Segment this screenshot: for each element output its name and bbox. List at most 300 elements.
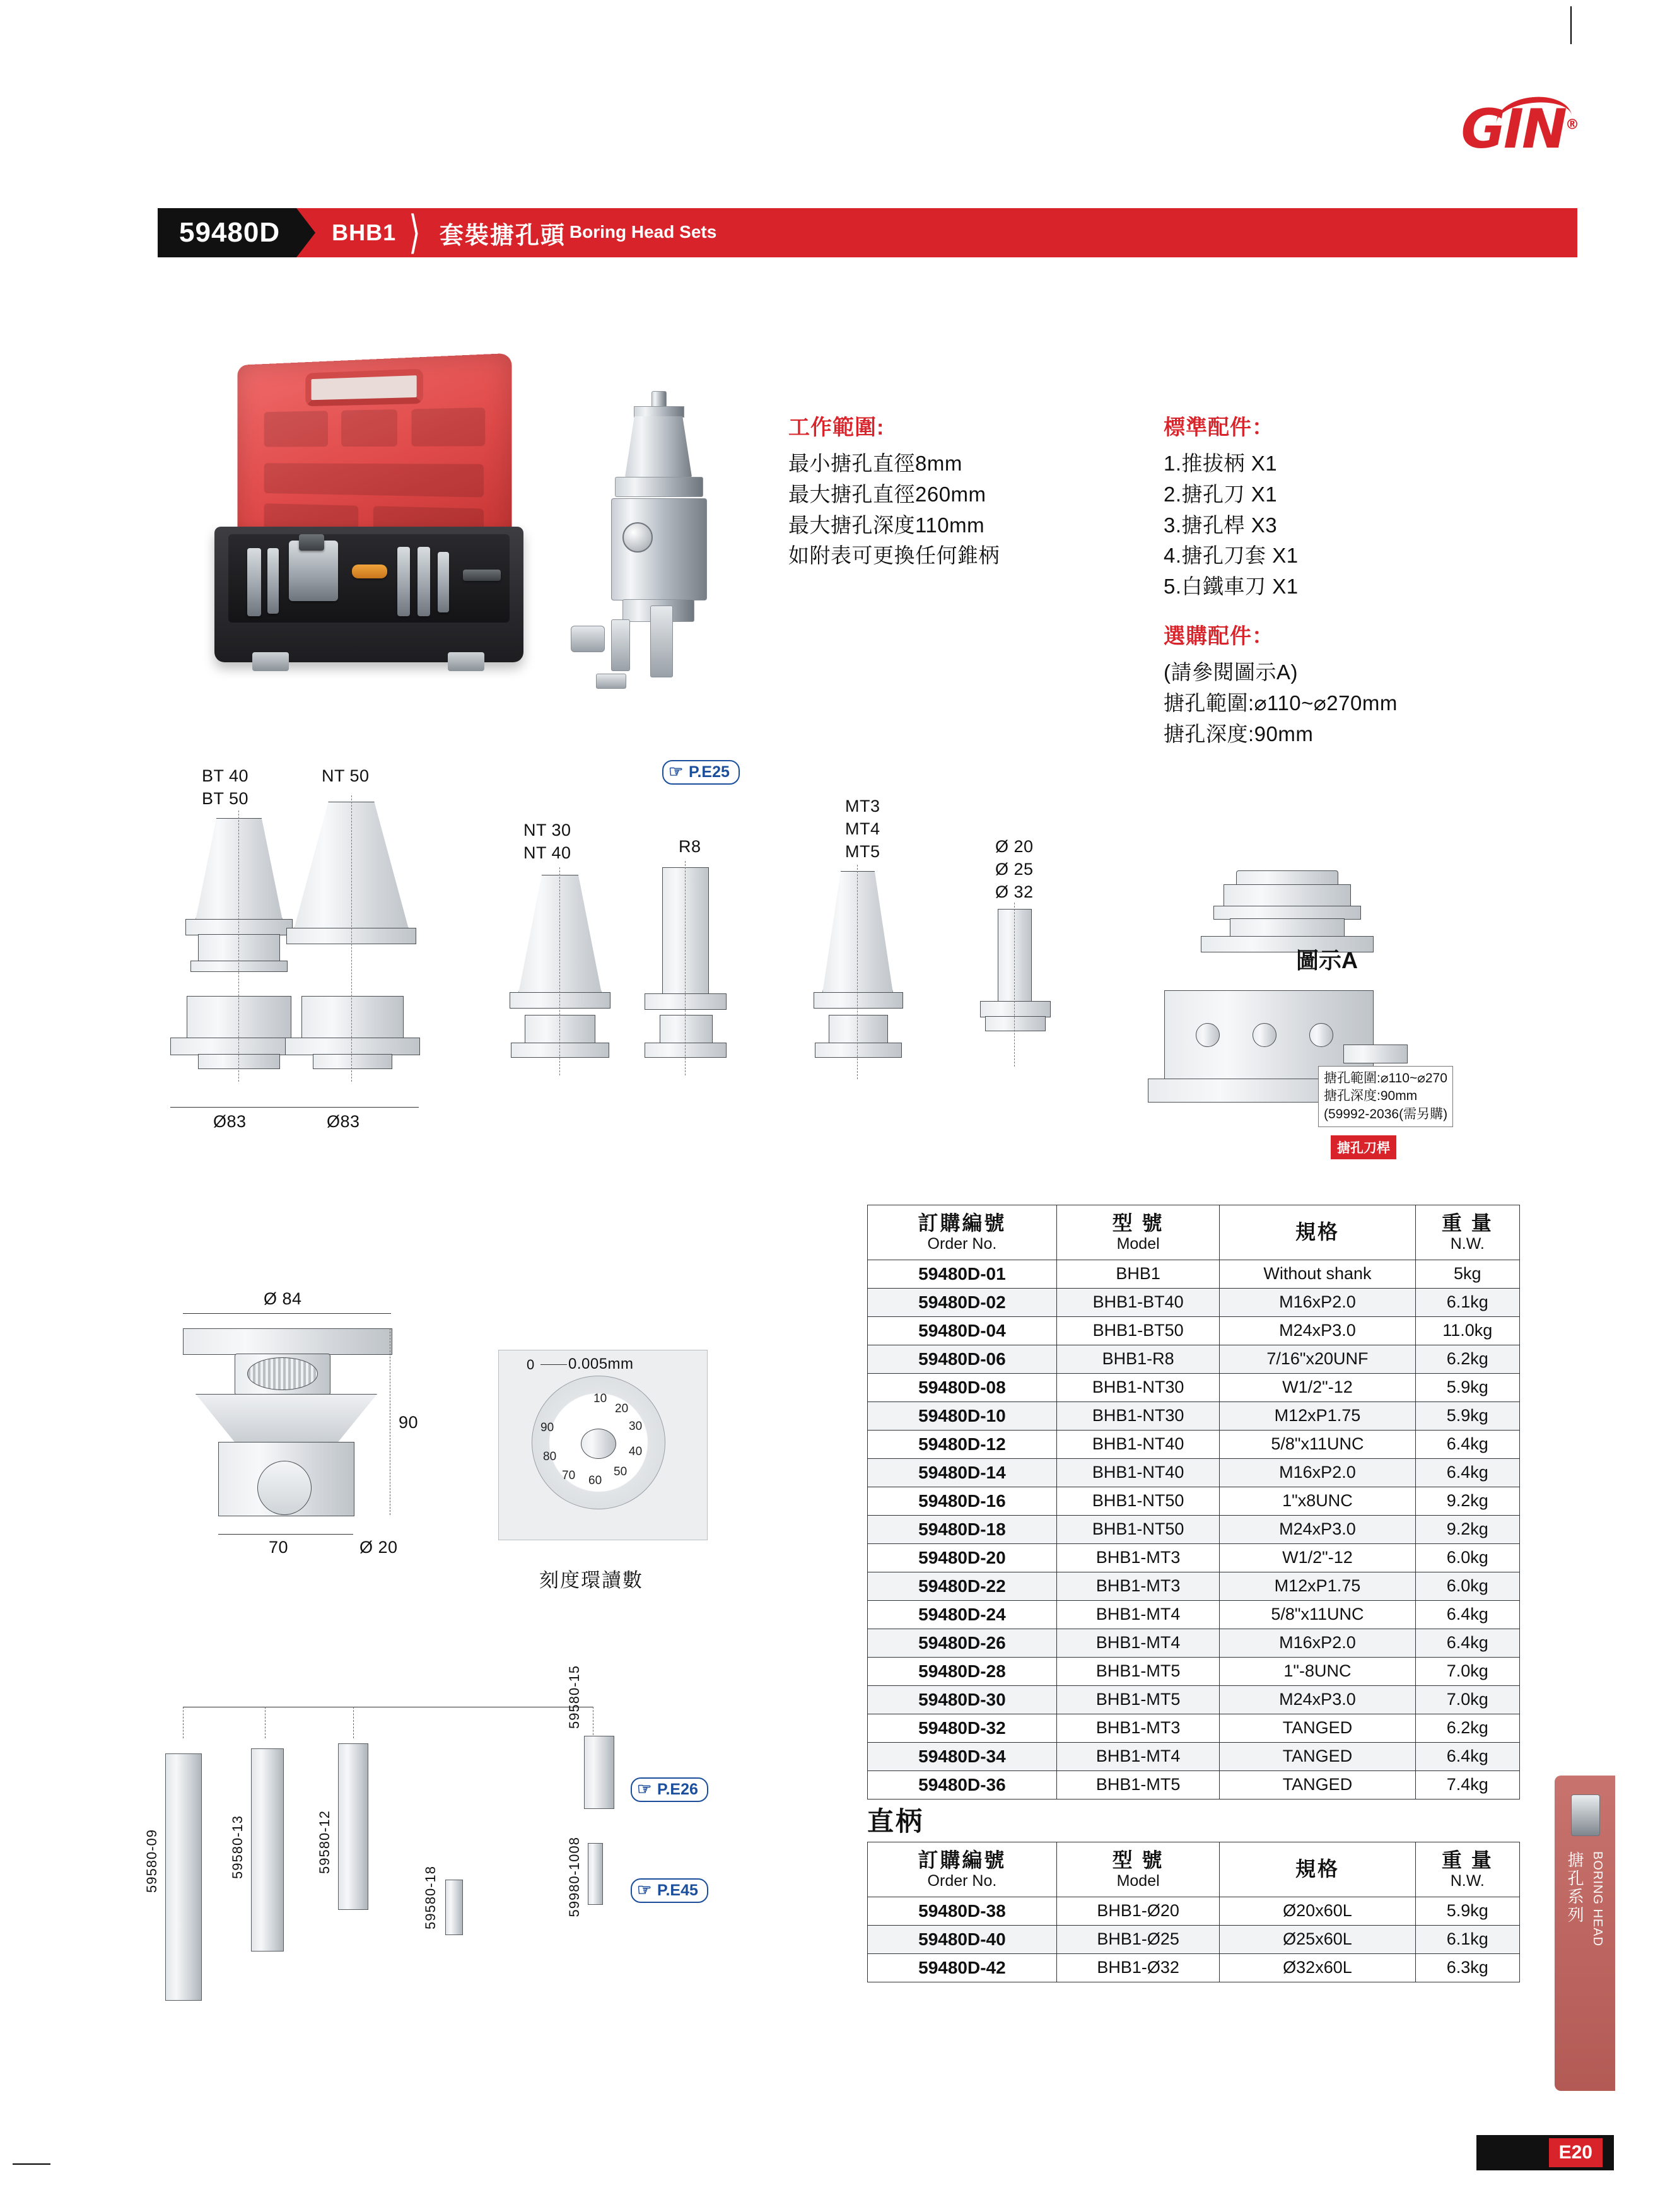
shank-label-nt30: NT 30 — [523, 821, 571, 840]
table-row — [868, 1770, 1520, 1799]
cell-model: BHB1-NT40 — [1056, 1458, 1220, 1487]
cell-model: BHB1-MT5 — [1056, 1770, 1220, 1799]
figA-boring-bar — [1343, 1045, 1408, 1063]
side-tab-label-en: BORING HEAD — [1591, 1851, 1604, 1947]
title-bar — [158, 208, 1577, 257]
table-row — [868, 1316, 1520, 1345]
shank-drawing-mt — [822, 871, 893, 993]
shank-label-r8: R8 — [679, 837, 701, 856]
cell-model: BHB1-NT30 — [1056, 1373, 1220, 1402]
dimension-label-83-a: Ø83 — [213, 1112, 247, 1131]
dial-number: 10 — [593, 1392, 607, 1405]
accessories-block — [1164, 410, 1555, 750]
col-spec-cn: 規格 — [1295, 1858, 1340, 1881]
cell-model: BHB1-MT3 — [1056, 1572, 1220, 1600]
cell-order-no: 59480D-28 — [868, 1657, 1057, 1685]
case-foam-insert — [228, 534, 510, 623]
table-header-row — [868, 1842, 1520, 1897]
cell-spec: TANGED — [1220, 1714, 1415, 1742]
working-range-line: 最大搪孔深度110mm — [788, 513, 985, 537]
bar-leader-vertical — [353, 1707, 354, 1738]
title-arrow-icon — [296, 208, 315, 257]
centerline — [857, 865, 858, 1079]
case-lid — [237, 353, 511, 555]
cell-nw: 6.3kg — [1415, 1953, 1519, 1982]
shank-flange-mt — [814, 992, 903, 1009]
cell-nw: 6.2kg — [1415, 1345, 1519, 1373]
head-block-nt50 — [301, 996, 404, 1039]
boring-bar-59580-13 — [251, 1748, 284, 1952]
case-handle — [305, 368, 423, 406]
cell-order-no: 59480D-08 — [868, 1373, 1057, 1402]
wrench-in-case — [352, 565, 387, 578]
figA-bolt — [1196, 1023, 1220, 1047]
cell-spec: M24xP3.0 — [1220, 1685, 1415, 1714]
cell-model: BHB1-Ø20 — [1056, 1897, 1220, 1925]
dimension-line-70 — [218, 1534, 353, 1535]
cell-spec: M12xP1.75 — [1220, 1572, 1415, 1600]
cell-order-no: 59480D-40 — [868, 1925, 1057, 1953]
dial-number: 60 — [588, 1474, 602, 1487]
cell-order-no: 59480D-14 — [868, 1458, 1057, 1487]
dimension-line-84 — [183, 1313, 391, 1314]
bar-label-59580-13: 59580-13 — [230, 1815, 245, 1879]
side-tab-label — [1563, 1851, 1586, 1924]
cell-nw: 6.4kg — [1415, 1629, 1519, 1657]
head-detail-knurled-ring — [247, 1357, 318, 1390]
bar-leader-vertical — [183, 1707, 184, 1738]
table-row — [868, 1373, 1520, 1402]
page-number: E20 — [1549, 2138, 1603, 2167]
shank-label-mt3: MT3 — [845, 797, 880, 816]
centerline — [1014, 903, 1015, 1067]
cell-spec: M16xP2.0 — [1220, 1629, 1415, 1657]
cell-spec: 5/8"x11UNC — [1220, 1600, 1415, 1629]
cell-spec: TANGED — [1220, 1742, 1415, 1770]
table-row — [868, 1345, 1520, 1373]
working-range-heading: 工作範圍: — [788, 416, 885, 440]
figure-a-label: 圖示A — [1296, 947, 1358, 973]
cell-order-no: 59480D-32 — [868, 1714, 1057, 1742]
boring-bar-drawings — [144, 1665, 744, 2031]
table-row — [868, 1543, 1520, 1572]
dial-caption: 刻度環讀數 — [539, 1569, 643, 1591]
standard-accessory-item: 3.搪孔桿 X3 — [1164, 513, 1278, 537]
col-spec — [1220, 1205, 1415, 1260]
boring-bar-59580-12 — [338, 1743, 368, 1910]
accessory-sleeve — [571, 626, 605, 652]
straight-table-body — [868, 1897, 1520, 1982]
cell-model: BHB1-BT50 — [1056, 1316, 1220, 1345]
figA-bolt — [1253, 1023, 1276, 1047]
table-row — [868, 1430, 1520, 1458]
boring-head-detail-drawing — [177, 1287, 517, 1589]
case-latch — [448, 652, 484, 671]
cell-nw: 6.1kg — [1415, 1288, 1519, 1316]
col-model-en: Model — [1116, 1234, 1160, 1253]
cell-model: BHB1-R8 — [1056, 1345, 1220, 1373]
straight-shank-title: 直柄 — [867, 1806, 925, 1836]
col-order-no-en: Order No. — [927, 1234, 997, 1253]
cell-order-no: 59480D-30 — [868, 1685, 1057, 1714]
figA-shank-collar — [1213, 906, 1361, 920]
cell-order-no: 59480D-12 — [868, 1430, 1057, 1458]
boring-bar-in-case — [267, 548, 279, 614]
figure-a-callout-line1: 搪孔範圍:⌀110~⌀270 — [1324, 1071, 1447, 1086]
cell-order-no: 59480D-24 — [868, 1600, 1057, 1629]
taper-shank-in-case — [299, 534, 324, 551]
working-range-block — [788, 410, 1142, 571]
figA-shank-top — [1236, 870, 1338, 886]
cell-order-no: 59480D-18 — [868, 1515, 1057, 1543]
shank-flange-r8 — [645, 993, 727, 1010]
dimension-label-90: 90 — [399, 1413, 419, 1432]
product-photo-boring-head — [590, 391, 728, 643]
cell-spec: TANGED — [1220, 1770, 1415, 1799]
cell-order-no: 59480D-16 — [868, 1487, 1057, 1515]
shank-drawing-r8 — [662, 867, 709, 995]
shank-drawing-bt — [196, 818, 283, 920]
case-base — [214, 527, 523, 662]
head-base-nt30-nt40 — [511, 1043, 609, 1058]
dial-reading-diagram — [498, 1350, 708, 1540]
shank-drawing-straight — [998, 909, 1032, 1002]
cell-spec: 1"-8UNC — [1220, 1657, 1415, 1685]
head-detail-body — [196, 1394, 377, 1443]
col-order-no-en: Order No. — [927, 1871, 997, 1890]
boring-bar-59580-09 — [165, 1753, 202, 2001]
insert-tool-in-case — [463, 570, 501, 581]
crop-mark-bottom-left — [13, 2163, 50, 2165]
dial-number: 50 — [614, 1465, 628, 1478]
head-block-nt30-nt40 — [525, 1015, 595, 1044]
dial-zero-label: 0 — [527, 1357, 535, 1372]
boring-bar-in-case — [397, 547, 410, 616]
cell-spec: 1"x8UNC — [1220, 1487, 1415, 1515]
dimension-label-83-b: Ø83 — [327, 1112, 360, 1131]
cell-model: BHB1-Ø25 — [1056, 1925, 1220, 1953]
cell-model: BHB1-BT40 — [1056, 1288, 1220, 1316]
table-row — [868, 1288, 1520, 1316]
dial-center-hub — [581, 1429, 616, 1459]
cell-model: BHB1-MT5 — [1056, 1685, 1220, 1714]
table-row — [868, 1402, 1520, 1430]
cell-nw: 5kg — [1415, 1260, 1519, 1288]
dial-number: 90 — [540, 1421, 554, 1434]
table-row — [868, 1260, 1520, 1288]
brand-name: GIN — [1461, 98, 1565, 161]
cell-model: BHB1-MT5 — [1056, 1657, 1220, 1685]
boring-head-body — [611, 498, 707, 600]
cell-nw: 7.0kg — [1415, 1685, 1519, 1714]
optional-accessory-item: 搪孔範圍:⌀110~⌀270mm — [1164, 691, 1398, 715]
figure-a-drawing — [1135, 864, 1488, 1198]
optional-accessories-heading: 選購配件： — [1164, 624, 1274, 649]
cell-order-no: 59480D-26 — [868, 1629, 1057, 1657]
col-spec-cn: 規格 — [1295, 1220, 1340, 1244]
col-nw-en: N.W. — [1450, 1234, 1485, 1253]
shank-label-nt50: NT 50 — [322, 766, 370, 785]
product-code: 59480D — [158, 208, 296, 257]
col-spec — [1220, 1842, 1415, 1897]
standard-accessory-item: 5.白鐵車刀 X1 — [1164, 575, 1299, 599]
cell-nw: 6.4kg — [1415, 1458, 1519, 1487]
table-row — [868, 1600, 1520, 1629]
table-row — [868, 1685, 1520, 1714]
centerline — [559, 867, 560, 1075]
shank-label-bt50: BT 50 — [202, 789, 249, 808]
dimension-label-84: Ø 84 — [264, 1289, 302, 1308]
section-side-tab — [1555, 1776, 1615, 2091]
case-rib — [341, 409, 397, 447]
shank-flange-straight — [980, 1001, 1051, 1017]
side-tab-label-cn: 搪孔系列 — [1565, 1851, 1585, 1924]
cell-order-no: 59480D-04 — [868, 1316, 1057, 1345]
cell-order-no: 59480D-34 — [868, 1742, 1057, 1770]
col-nw — [1415, 1205, 1519, 1260]
boring-bar-59580-18 — [445, 1880, 463, 1935]
dial-number: 40 — [629, 1445, 643, 1458]
centerline — [238, 810, 239, 1082]
figure-a-callout-line3: (59992-2036(需另購) — [1324, 1106, 1448, 1121]
cell-order-no: 59480D-38 — [868, 1897, 1057, 1925]
page-title — [421, 208, 716, 257]
cell-spec: M24xP3.0 — [1220, 1515, 1415, 1543]
cell-order-no: 59480D-06 — [868, 1345, 1057, 1373]
brand-registered-mark: ® — [1565, 117, 1577, 133]
cell-spec: Ø32x60L — [1220, 1953, 1415, 1982]
boring-tool-59980-1008 — [588, 1843, 603, 1905]
col-model-cn: 型 號 — [1112, 1212, 1164, 1234]
accessory-bar-short — [611, 619, 630, 671]
figure-a-callout-line2: 搪孔深度:90mm — [1324, 1089, 1418, 1104]
cell-nw: 9.2kg — [1415, 1515, 1519, 1543]
main-table-body — [868, 1260, 1520, 1799]
boring-head-tab-icon — [1571, 1794, 1600, 1836]
cell-nw: 5.9kg — [1415, 1402, 1519, 1430]
main-table — [867, 1205, 1520, 1799]
dial-graduation-label: 0.005mm — [568, 1355, 634, 1372]
cell-model: BHB1-Ø32 — [1056, 1953, 1220, 1982]
col-model-en: Model — [1116, 1871, 1160, 1890]
cell-order-no: 59480D-02 — [868, 1288, 1057, 1316]
col-model — [1056, 1205, 1220, 1260]
cell-spec: Without shank — [1220, 1260, 1415, 1288]
table-row — [868, 1458, 1520, 1487]
bar-label-59580-12: 59580-12 — [317, 1810, 332, 1874]
standard-accessory-item: 4.搪孔刀套 X1 — [1164, 544, 1299, 568]
head-base-mt — [815, 1043, 902, 1058]
cell-nw: 6.4kg — [1415, 1600, 1519, 1629]
dimension-line-83-b — [285, 1107, 419, 1108]
cell-model: BHB1-MT3 — [1056, 1543, 1220, 1572]
boring-bar-in-case — [418, 547, 430, 616]
col-order-no — [868, 1842, 1057, 1897]
standard-accessories-heading: 標準配件： — [1164, 416, 1274, 440]
dial-leader-line — [540, 1364, 567, 1365]
boring-bar-59580-15 — [584, 1736, 614, 1809]
case-rib — [264, 463, 484, 497]
cell-nw: 6.0kg — [1415, 1572, 1519, 1600]
figure-a-callout — [1318, 1066, 1453, 1127]
taper-cone — [625, 416, 692, 477]
boring-bar-in-case — [438, 552, 449, 612]
cell-order-no: 59480D-22 — [868, 1572, 1057, 1600]
side-tab-label-en-wrap — [1589, 1851, 1606, 1946]
shank-label-d20: Ø 20 — [995, 837, 1034, 856]
standard-accessory-item: 2.搪孔刀 X1 — [1164, 482, 1278, 506]
cell-order-no: 59480D-20 — [868, 1543, 1057, 1572]
case-rib — [411, 407, 485, 447]
cell-spec: M12xP1.75 — [1220, 1402, 1415, 1430]
cell-spec: W1/2"-12 — [1220, 1373, 1415, 1402]
crop-mark-top-right — [1570, 6, 1572, 44]
cell-nw: 7.4kg — [1415, 1770, 1519, 1799]
cell-model: BHB1-NT50 — [1056, 1487, 1220, 1515]
standard-accessory-item: 1.推拔柄 X1 — [1164, 452, 1278, 475]
table-header-row — [868, 1205, 1520, 1260]
shank-label-d32: Ø 32 — [995, 882, 1034, 901]
badge-pe26[interactable]: ☞ P.E26 — [631, 1777, 708, 1802]
table-row — [868, 1953, 1520, 1982]
centerline — [351, 795, 352, 1082]
shank-label-bt40: BT 40 — [202, 766, 249, 785]
shank-body-bt — [198, 934, 280, 962]
dial-number: 20 — [615, 1402, 629, 1415]
cell-spec: M16xP2.0 — [1220, 1288, 1415, 1316]
taper-shank — [634, 406, 684, 418]
table-row — [868, 1487, 1520, 1515]
cell-spec: W1/2"-12 — [1220, 1543, 1415, 1572]
cell-spec: M24xP3.0 — [1220, 1316, 1415, 1345]
bar-label-59580-09: 59580-09 — [144, 1829, 160, 1893]
badge-pe45[interactable]: ☞ P.E45 — [631, 1878, 708, 1903]
head-base-r8 — [645, 1043, 727, 1058]
table-row — [868, 1515, 1520, 1543]
straight-table — [867, 1842, 1520, 1982]
dial-number: 80 — [543, 1450, 557, 1463]
cell-order-no: 59480D-10 — [868, 1402, 1057, 1430]
dimension-label-70: 70 — [269, 1538, 289, 1557]
table-row — [868, 1629, 1520, 1657]
order-table-main — [867, 1205, 1520, 1799]
cell-model: BHB1-MT4 — [1056, 1629, 1220, 1657]
page-title-en: Boring Head Sets — [569, 222, 717, 242]
graduated-dial — [622, 522, 653, 553]
cell-nw: 5.9kg — [1415, 1897, 1519, 1925]
table-row — [868, 1925, 1520, 1953]
shank-label-d25: Ø 25 — [995, 860, 1034, 879]
optional-accessory-item: 搪孔深度:90mm — [1164, 722, 1314, 746]
head-detail-top-plate — [183, 1328, 392, 1355]
cell-model: BHB1-MT4 — [1056, 1600, 1220, 1629]
shank-collar-bt — [190, 961, 288, 972]
head-base-straight — [985, 1016, 1046, 1031]
bar-leader-vertical — [265, 1707, 266, 1738]
brand-logo — [1312, 95, 1577, 164]
col-nw — [1415, 1842, 1519, 1897]
head-block-mt — [829, 1015, 888, 1044]
bar-label-59580-15: 59580-15 — [566, 1665, 582, 1729]
cell-nw: 6.4kg — [1415, 1742, 1519, 1770]
head-block-r8 — [660, 1015, 713, 1044]
cell-order-no: 59480D-01 — [868, 1260, 1057, 1288]
col-model — [1056, 1842, 1220, 1897]
centerline — [685, 861, 686, 1075]
cell-model: BHB1-NT50 — [1056, 1515, 1220, 1543]
badge-pe25[interactable]: ☞ P.E25 — [662, 760, 740, 785]
head-neck-nt50 — [313, 1054, 392, 1069]
figA-shank-neck — [1230, 918, 1345, 937]
col-order-no-cn: 訂購編號 — [918, 1849, 1007, 1871]
col-nw-cn: 重 量 — [1441, 1849, 1493, 1871]
col-order-no — [868, 1205, 1057, 1260]
head-detail-bore — [257, 1461, 312, 1515]
cell-nw: 6.2kg — [1415, 1714, 1519, 1742]
case-rib — [264, 411, 328, 447]
figure-a-red-tag: 搪孔刀桿 — [1331, 1135, 1396, 1159]
dial-number: 70 — [562, 1469, 576, 1482]
working-range-line: 如附表可更換任何錐柄 — [788, 544, 1000, 568]
accessory-bar-long — [650, 606, 673, 677]
shank-label-mt5: MT5 — [845, 842, 880, 861]
chevron-right-icon: ⟩ — [409, 208, 421, 259]
cell-spec: M16xP2.0 — [1220, 1458, 1415, 1487]
cell-order-no: 59480D-42 — [868, 1953, 1057, 1982]
cell-nw: 6.0kg — [1415, 1543, 1519, 1572]
table-row — [868, 1742, 1520, 1770]
working-range-line: 最小搪孔直徑8mm — [788, 452, 962, 475]
col-nw-cn: 重 量 — [1441, 1212, 1493, 1234]
cell-spec: Ø25x60L — [1220, 1925, 1415, 1953]
bar-label-59580-18: 59580-18 — [423, 1866, 438, 1929]
col-order-no-cn: 訂購編號 — [918, 1212, 1007, 1234]
case-latch — [252, 652, 289, 671]
cell-model: BHB1 — [1056, 1260, 1220, 1288]
figA-shank-body — [1224, 884, 1351, 907]
shank-label-nt40: NT 40 — [523, 843, 571, 862]
working-range-line: 最大搪孔直徑260mm — [788, 482, 986, 506]
table-row — [868, 1714, 1520, 1742]
cell-nw: 11.0kg — [1415, 1316, 1519, 1345]
cell-model: BHB1-NT40 — [1056, 1430, 1220, 1458]
dial-number: 30 — [629, 1420, 643, 1433]
figA-bolt — [1309, 1023, 1333, 1047]
cell-nw: 6.1kg — [1415, 1925, 1519, 1953]
product-photo-case — [208, 353, 561, 706]
cell-nw: 6.4kg — [1415, 1430, 1519, 1458]
shank-type-drawings — [132, 763, 1242, 1220]
cell-spec: 7/16"x20UNF — [1220, 1345, 1415, 1373]
table-row — [868, 1897, 1520, 1925]
shank-label-mt4: MT4 — [845, 819, 880, 838]
page-number-bar — [1476, 2135, 1614, 2170]
shank-flange-bt — [185, 919, 293, 935]
table-row — [868, 1657, 1520, 1685]
col-nw-en: N.W. — [1450, 1871, 1485, 1890]
boring-bar-in-case — [247, 548, 261, 616]
cell-spec: Ø20x60L — [1220, 1897, 1415, 1925]
shank-flange — [615, 477, 703, 497]
shank-flange-nt30-nt40 — [510, 992, 610, 1009]
cell-spec: 5/8"x11UNC — [1220, 1430, 1415, 1458]
col-model-cn: 型 號 — [1112, 1849, 1164, 1871]
dimension-label-20: Ø 20 — [359, 1538, 398, 1557]
table-row — [868, 1572, 1520, 1600]
cell-model: BHB1-MT3 — [1056, 1714, 1220, 1742]
page-title-cn: 套裝搪孔頭 — [439, 222, 566, 249]
head-neck-bt — [198, 1054, 280, 1069]
